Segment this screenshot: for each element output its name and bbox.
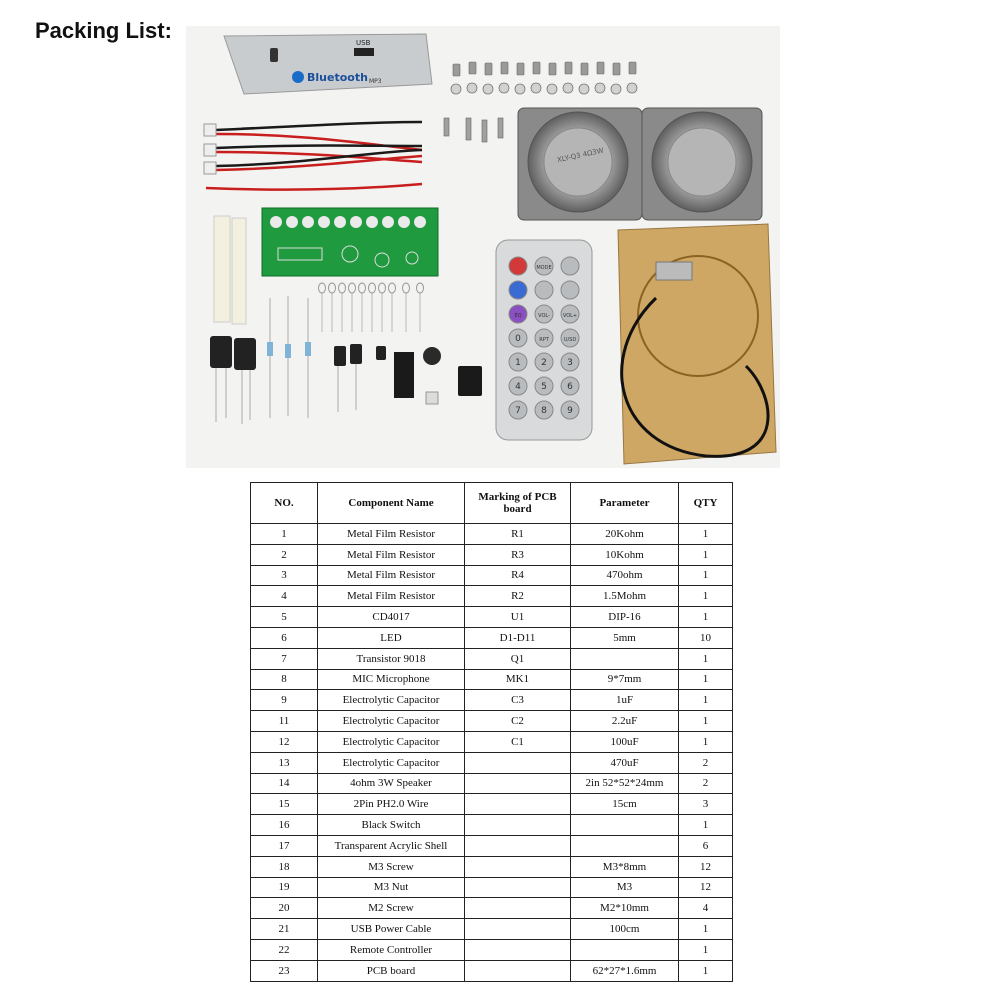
- cell-no: 15: [251, 794, 318, 815]
- cell-qty: 1: [679, 607, 733, 628]
- cell-pcb-marking: C2: [465, 711, 571, 732]
- table-row: [251, 877, 733, 898]
- cell-pcb-marking: C1: [465, 731, 571, 752]
- remote-button-label: EQ: [514, 313, 522, 319]
- ir-receiver-icon: [270, 48, 278, 62]
- cell-qty: 1: [679, 711, 733, 732]
- transistor: [376, 346, 386, 360]
- cell-component-name: M3 Screw: [318, 856, 465, 877]
- table-row: [251, 835, 733, 856]
- remote-button-label: 3: [567, 358, 573, 368]
- table-row: [251, 773, 733, 794]
- table-row: [251, 648, 733, 669]
- cell-component-name: Black Switch: [318, 815, 465, 836]
- usb-port-icon: [354, 48, 374, 56]
- cell-parameter: 15cm: [571, 794, 679, 815]
- table-row: [251, 752, 733, 773]
- cell-component-name: Electrolytic Capacitor: [318, 711, 465, 732]
- remote-button-label: 1: [515, 358, 521, 368]
- cell-component-name: 4ohm 3W Speaker: [318, 773, 465, 794]
- remote-button-label: RPT: [539, 337, 549, 343]
- page-title: Packing List:: [35, 18, 172, 43]
- cell-pcb-marking: [465, 835, 571, 856]
- cell-pcb-marking: [465, 919, 571, 940]
- cell-component-name: Metal Film Resistor: [318, 524, 465, 545]
- table-row: [251, 565, 733, 586]
- packing-list-table: [250, 482, 733, 982]
- cell-pcb-marking: U1: [465, 607, 571, 628]
- cell-no: 1: [251, 524, 318, 545]
- cell-pcb-marking: C3: [465, 690, 571, 711]
- cell-qty: 1: [679, 960, 733, 981]
- cell-parameter: DIP-16: [571, 607, 679, 628]
- cell-parameter: 470ohm: [571, 565, 679, 586]
- cell-component-name: CD4017: [318, 607, 465, 628]
- cell-parameter: [571, 648, 679, 669]
- cell-no: 19: [251, 877, 318, 898]
- table-row: [251, 939, 733, 960]
- cell-pcb-marking: R4: [465, 565, 571, 586]
- cell-qty: 12: [679, 856, 733, 877]
- header-component-name: Component Name: [318, 483, 465, 524]
- table-row: [251, 856, 733, 877]
- cell-parameter: 1.5Mohm: [571, 586, 679, 607]
- table-row: [251, 607, 733, 628]
- microphone: [423, 347, 441, 365]
- cell-component-name: Remote Controller: [318, 939, 465, 960]
- remote-button-label: 7: [515, 406, 521, 416]
- cell-pcb-marking: [465, 815, 571, 836]
- cell-no: 3: [251, 565, 318, 586]
- cd4017-chip: [394, 352, 414, 398]
- cell-pcb-marking: R2: [465, 586, 571, 607]
- cell-pcb-marking: R3: [465, 544, 571, 565]
- cell-no: 16: [251, 815, 318, 836]
- header-no: NO.: [251, 483, 318, 524]
- remote-button: [509, 281, 527, 299]
- mp3-label: MP3: [369, 78, 382, 85]
- table-header-row: [251, 483, 733, 524]
- foam-stick: [232, 218, 246, 324]
- cell-pcb-marking: [465, 960, 571, 981]
- cell-qty: 1: [679, 648, 733, 669]
- cell-pcb-marking: Q1: [465, 648, 571, 669]
- table-row: [251, 627, 733, 648]
- cell-component-name: Transistor 9018: [318, 648, 465, 669]
- cell-no: 9: [251, 690, 318, 711]
- cell-no: 21: [251, 919, 318, 940]
- cell-parameter: 2in 52*52*24mm: [571, 773, 679, 794]
- cell-qty: 1: [679, 586, 733, 607]
- cell-pcb-marking: [465, 939, 571, 960]
- remote-button-label: 0: [515, 334, 521, 344]
- cell-qty: 2: [679, 773, 733, 794]
- cell-no: 4: [251, 586, 318, 607]
- table-row: [251, 960, 733, 981]
- cell-no: 23: [251, 960, 318, 981]
- cell-parameter: [571, 939, 679, 960]
- speaker-label: XLY-Q3 4Ω3W: [556, 146, 605, 165]
- cell-no: 20: [251, 898, 318, 919]
- cell-qty: 1: [679, 669, 733, 690]
- remote-controller: [496, 240, 592, 440]
- cell-parameter: 2.2uF: [571, 711, 679, 732]
- cell-qty: 6: [679, 835, 733, 856]
- cell-pcb-marking: D1-D11: [465, 627, 571, 648]
- cell-qty: 1: [679, 919, 733, 940]
- remote-button-label: VOL-: [538, 313, 550, 319]
- cell-qty: 1: [679, 815, 733, 836]
- remote-button: [561, 281, 579, 299]
- table-row: [251, 919, 733, 940]
- table-row: [251, 586, 733, 607]
- remote-button-label: 9: [567, 406, 573, 416]
- cell-no: 11: [251, 711, 318, 732]
- table-row: [251, 731, 733, 752]
- cell-parameter: [571, 835, 679, 856]
- table-row: [251, 898, 733, 919]
- cell-parameter: 100cm: [571, 919, 679, 940]
- cell-component-name: Metal Film Resistor: [318, 586, 465, 607]
- usb-plug-icon: [656, 262, 692, 280]
- pcb-board: [262, 208, 438, 276]
- kit-photo: [186, 26, 780, 468]
- bluetooth-brand: Bluetooth: [307, 71, 368, 84]
- cell-qty: 1: [679, 690, 733, 711]
- usb-label: USB: [356, 39, 371, 47]
- cell-qty: 1: [679, 731, 733, 752]
- cell-no: 5: [251, 607, 318, 628]
- remote-button: [561, 257, 579, 275]
- black-switch: [458, 366, 482, 396]
- cell-pcb-marking: [465, 877, 571, 898]
- cell-qty: 10: [679, 627, 733, 648]
- cell-pcb-marking: [465, 898, 571, 919]
- remote-button-label: 8: [541, 406, 547, 416]
- cell-qty: 1: [679, 565, 733, 586]
- cell-parameter: 10Kohm: [571, 544, 679, 565]
- table-row: [251, 544, 733, 565]
- cell-pcb-marking: [465, 752, 571, 773]
- cell-component-name: M3 Nut: [318, 877, 465, 898]
- acrylic-shell: [618, 224, 776, 464]
- header-parameter: Parameter: [571, 483, 679, 524]
- remote-button-label: VOL+: [562, 313, 578, 319]
- cell-parameter: 5mm: [571, 627, 679, 648]
- cell-component-name: M2 Screw: [318, 898, 465, 919]
- cell-no: 17: [251, 835, 318, 856]
- table-row: [251, 794, 733, 815]
- cell-pcb-marking: [465, 856, 571, 877]
- cell-component-name: Electrolytic Capacitor: [318, 731, 465, 752]
- cell-component-name: USB Power Cable: [318, 919, 465, 940]
- table-row: [251, 815, 733, 836]
- speakers: [518, 108, 762, 220]
- cell-component-name: MIC Microphone: [318, 669, 465, 690]
- table-row: [251, 711, 733, 732]
- table-row: [251, 524, 733, 545]
- cell-qty: 2: [679, 752, 733, 773]
- foam-stick: [214, 216, 230, 322]
- remote-button: [509, 257, 527, 275]
- cell-parameter: 470uF: [571, 752, 679, 773]
- remote-button-label: 2: [541, 358, 547, 368]
- cell-pcb-marking: [465, 773, 571, 794]
- cell-component-name: Metal Film Resistor: [318, 544, 465, 565]
- header-pcb-marking: Marking of PCB board: [465, 483, 571, 524]
- cell-component-name: LED: [318, 627, 465, 648]
- cell-qty: 1: [679, 544, 733, 565]
- wires: [204, 122, 422, 190]
- table-row: [251, 669, 733, 690]
- header-qty: QTY: [679, 483, 733, 524]
- cell-no: 2: [251, 544, 318, 565]
- cell-parameter: M3*8mm: [571, 856, 679, 877]
- potentiometer: [426, 392, 438, 404]
- cell-parameter: M2*10mm: [571, 898, 679, 919]
- remote-button-label: 6: [567, 382, 573, 392]
- cell-parameter: 9*7mm: [571, 669, 679, 690]
- cell-parameter: 20Kohm: [571, 524, 679, 545]
- cell-parameter: 100uF: [571, 731, 679, 752]
- resistors: [267, 296, 311, 418]
- cell-component-name: Metal Film Resistor: [318, 565, 465, 586]
- remote-button-label: U/SD: [563, 337, 577, 343]
- cell-no: 7: [251, 648, 318, 669]
- cell-no: 18: [251, 856, 318, 877]
- cell-no: 8: [251, 669, 318, 690]
- cell-no: 13: [251, 752, 318, 773]
- cell-no: 6: [251, 627, 318, 648]
- cell-component-name: 2Pin PH2.0 Wire: [318, 794, 465, 815]
- remote-button-label: MODE: [536, 265, 552, 271]
- cell-no: 12: [251, 731, 318, 752]
- cell-qty: 3: [679, 794, 733, 815]
- cell-parameter: 62*27*1.6mm: [571, 960, 679, 981]
- cell-component-name: PCB board: [318, 960, 465, 981]
- cell-no: 22: [251, 939, 318, 960]
- cell-component-name: Transparent Acrylic Shell: [318, 835, 465, 856]
- leds: [319, 283, 424, 332]
- cell-component-name: Electrolytic Capacitor: [318, 752, 465, 773]
- cell-pcb-marking: MK1: [465, 669, 571, 690]
- bluetooth-icon: [292, 71, 304, 83]
- remote-button-label: 5: [541, 382, 547, 392]
- table-row: [251, 690, 733, 711]
- cell-qty: 4: [679, 898, 733, 919]
- cell-component-name: Electrolytic Capacitor: [318, 690, 465, 711]
- remote-button-label: 4: [515, 382, 521, 392]
- remote-button: [535, 281, 553, 299]
- cell-pcb-marking: R1: [465, 524, 571, 545]
- bluetooth-module: [224, 34, 432, 94]
- cell-parameter: [571, 815, 679, 836]
- cell-parameter: 1uF: [571, 690, 679, 711]
- cell-no: 14: [251, 773, 318, 794]
- cell-qty: 12: [679, 877, 733, 898]
- cell-pcb-marking: [465, 794, 571, 815]
- cell-qty: 1: [679, 524, 733, 545]
- cell-parameter: M3: [571, 877, 679, 898]
- cell-qty: 1: [679, 939, 733, 960]
